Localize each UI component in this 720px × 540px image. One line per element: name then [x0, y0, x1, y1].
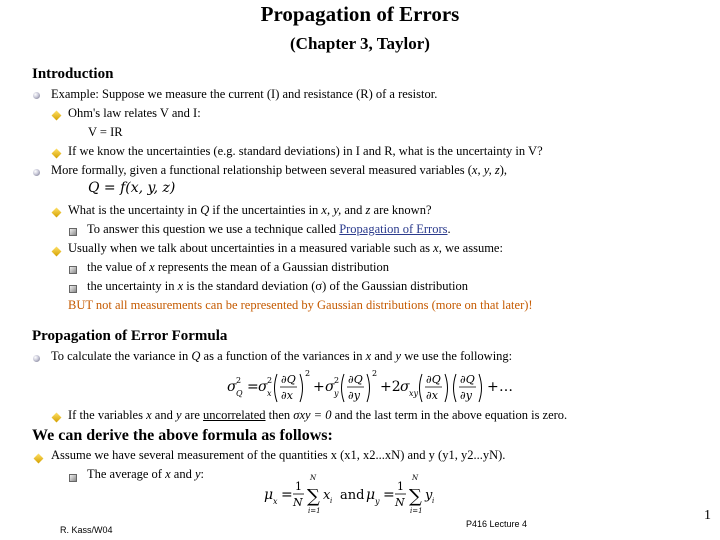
svg-text:1: 1: [397, 480, 404, 493]
svg-text:∂y: ∂y: [348, 389, 360, 402]
page-title: Propagation of Errors: [260, 2, 460, 26]
svg-text:+: +: [313, 379, 325, 395]
derive-heading: We can derive the above formula as follows:: [32, 427, 333, 444]
svg-text:+2: +2: [380, 379, 401, 395]
intro-mean: the value of x represents the mean of a Gaussian distribution: [87, 260, 390, 274]
variance-formula: [225, 366, 525, 408]
svg-text:2: 2: [334, 376, 340, 385]
svg-text:i: i: [432, 497, 435, 505]
derive-assume: Assume we have several measurement of the quantities x (x1, x2...xN) and y (y1, y2...yN).: [51, 448, 506, 462]
svg-text:and: and: [340, 488, 365, 503]
svg-text:2: 2: [305, 369, 311, 378]
svg-text:∑: ∑: [307, 486, 320, 507]
svg-text:μ: μ: [264, 487, 274, 503]
svg-text:i=1: i=1: [308, 507, 321, 515]
intro-heading: Introduction: [32, 66, 114, 82]
svg-text:∂x: ∂x: [426, 389, 438, 402]
formula-heading: Propagation of Error Formula: [32, 328, 228, 344]
bullet-diamond-icon: [52, 247, 62, 257]
svg-text:∂Q: ∂Q: [426, 373, 441, 386]
formula-uncorrelated: If the variables x and y are uncorrelated then σxy = 0 and the last term in the above equation is zero.: [68, 408, 568, 422]
svg-text:σ: σ: [227, 379, 237, 395]
svg-text:=: =: [281, 487, 293, 503]
svg-text:∂Q: ∂Q: [281, 373, 296, 386]
intro-what: What is the uncertainty in Q if the uncertainties in x, y, and z are known?: [68, 203, 432, 217]
bullet-square-icon: [69, 285, 77, 293]
intro-but: BUT not all measurements can be represented by Gaussian distributions (more on that later)!: [68, 298, 533, 312]
intro-formally: More formally, given a functional relationship between several measured variables (x, y, z),: [51, 163, 507, 177]
page-subtitle: (Chapter 3, Taylor): [290, 34, 430, 53]
svg-text:…: …: [499, 379, 513, 395]
intro-ohms: Ohm's law relates V and I:: [68, 106, 201, 120]
svg-text:y: y: [334, 389, 339, 398]
bullet-diamond-icon: [52, 413, 62, 423]
svg-text:∂y: ∂y: [460, 389, 472, 402]
svg-text:x: x: [267, 389, 272, 398]
svg-text:∂Q: ∂Q: [460, 373, 475, 386]
svg-text:σ: σ: [325, 379, 335, 395]
footer-lecture: P416 Lecture 4: [466, 519, 528, 529]
intro-sd: the uncertainty in x is the standard deviation (σ) of the Gaussian distribution: [87, 279, 468, 293]
svg-text:=: =: [383, 487, 395, 503]
svg-text:σ: σ: [258, 379, 268, 395]
intro-usually: Usually when we talk about uncertainties in a measured variable such as x, we assume:: [68, 241, 503, 255]
svg-text:2: 2: [372, 369, 378, 378]
intro-if-know: If we know the uncertainties (e.g. standard deviations) in I and R, what is the uncertainty in V?: [68, 144, 543, 158]
derive-average: The average of x and y:: [87, 467, 204, 481]
bullet-diamond-icon: [52, 149, 62, 159]
svg-text:μ: μ: [366, 487, 376, 503]
svg-text:xy: xy: [409, 389, 419, 398]
svg-text:x: x: [273, 497, 278, 506]
svg-text:i=1: i=1: [410, 507, 423, 515]
svg-text:=: =: [247, 379, 259, 395]
svg-text:∂Q: ∂Q: [348, 373, 363, 386]
bullet-dot-icon: [33, 355, 40, 362]
bullet-square-icon: [69, 474, 77, 482]
svg-text:2: 2: [267, 376, 273, 385]
bullet-diamond-icon: [34, 454, 44, 464]
intro-example: Example: Suppose we measure the current (I) and resistance (R) of a resistor.: [51, 87, 438, 101]
svg-text:1: 1: [295, 480, 302, 493]
bullet-dot-icon: [33, 169, 40, 176]
svg-text:y: y: [425, 488, 433, 503]
svg-text:∂x: ∂x: [281, 389, 293, 402]
intro-vir: V = IR: [88, 125, 123, 139]
bullet-diamond-icon: [52, 111, 62, 121]
page-number: 1: [704, 508, 711, 523]
svg-text:2: 2: [236, 376, 242, 385]
svg-text:y: y: [375, 497, 380, 506]
svg-text:N: N: [310, 474, 317, 482]
propagation-of-errors-link[interactable]: Propagation of Errors: [339, 222, 448, 236]
svg-text:σ: σ: [400, 379, 410, 395]
svg-text:N: N: [293, 496, 303, 509]
svg-text:Q: Q: [236, 389, 243, 398]
svg-text:+: +: [487, 379, 499, 395]
mean-formula: [262, 472, 452, 516]
bullet-square-icon: [69, 228, 77, 236]
svg-text:N: N: [412, 474, 419, 482]
intro-answer: To answer this question we use a technique called Propagation of Errors.: [87, 222, 451, 236]
formula-q-fxyz: Q = f(x, y, z): [88, 180, 176, 196]
formula-to-calc: To calculate the variance in Q as a function of the variances in x and y we use the following:: [51, 349, 513, 363]
bullet-dot-icon: [33, 92, 40, 99]
footer-author: R. Kass/W04: [60, 525, 113, 535]
svg-text:x: x: [323, 488, 331, 503]
bullet-diamond-icon: [52, 208, 62, 218]
bullet-square-icon: [69, 266, 77, 274]
svg-text:i: i: [330, 497, 333, 505]
svg-text:∑: ∑: [409, 486, 422, 507]
svg-text:N: N: [395, 496, 405, 509]
